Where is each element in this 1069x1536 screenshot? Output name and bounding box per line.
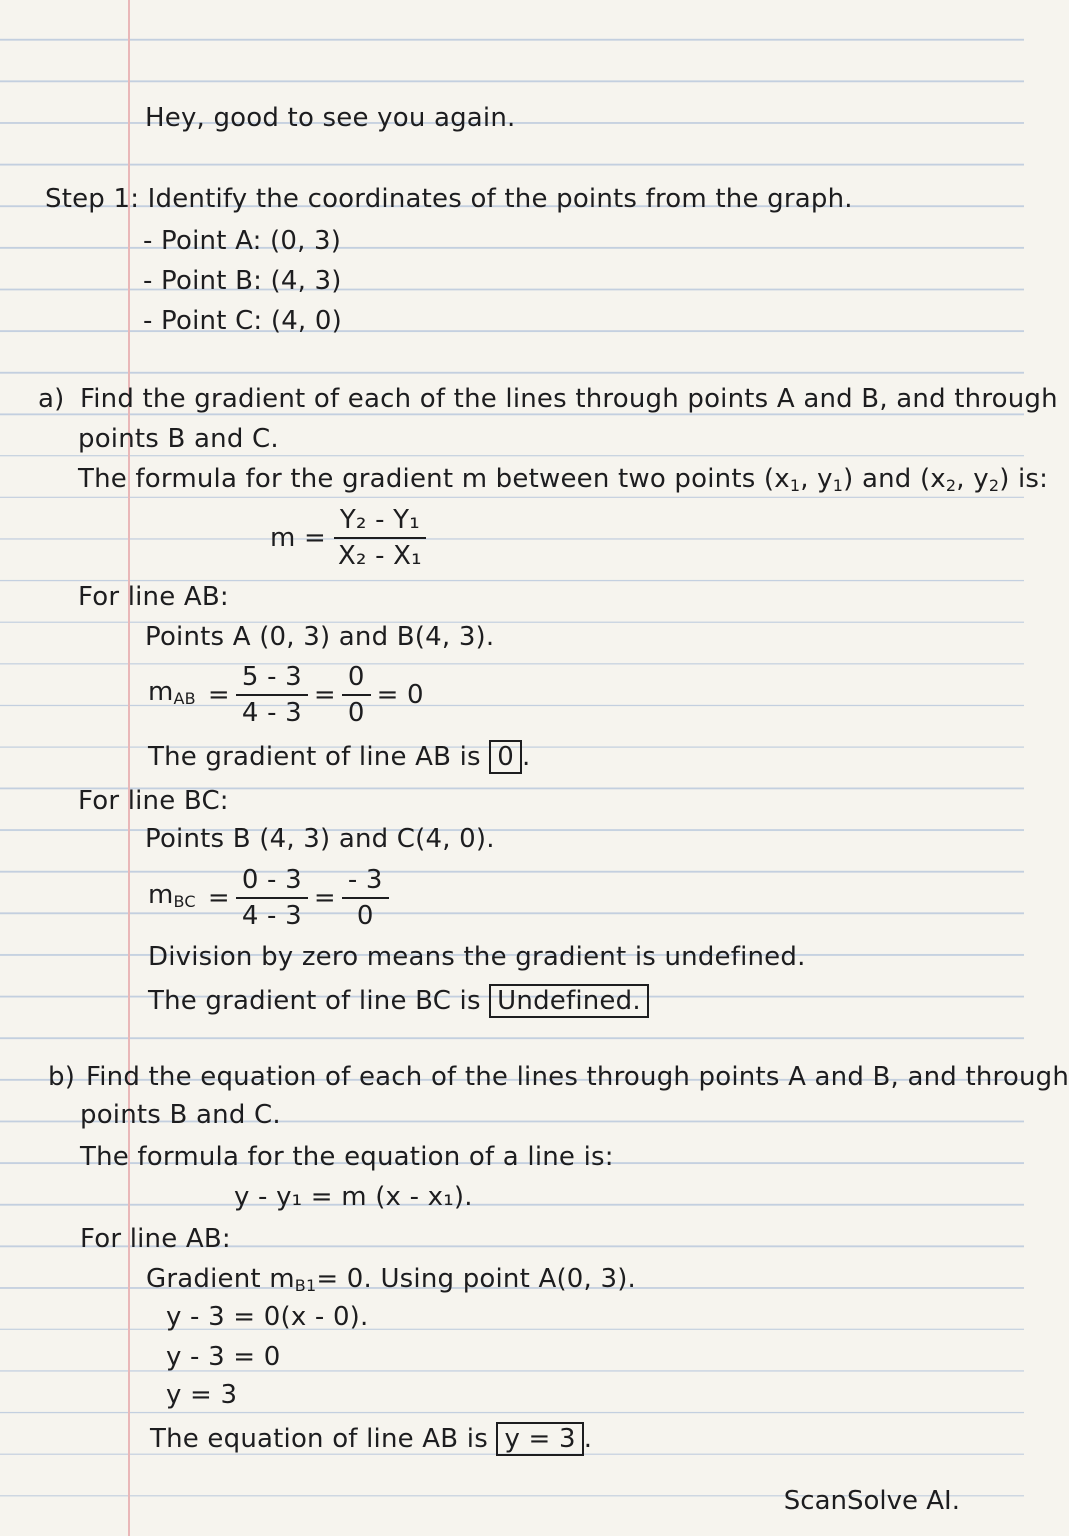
b-ab-step3: y = 3 — [166, 1380, 238, 1410]
gradient-formula-intro: The formula for the gradient m between two points ($x_1$, $y_1$) and ($x_2$, $y_2$) is: — [78, 464, 1049, 495]
ab-equation-answer-box: y = 3 — [496, 1422, 583, 1456]
part-a-label: a) — [38, 384, 65, 414]
ab-conclusion: The gradient of line AB is 0 . — [148, 742, 531, 772]
part-b-question-2: points B and C. — [80, 1100, 281, 1130]
step1-title: Step 1: Identify the coordinates of the points from the graph. — [45, 184, 853, 214]
line-formula: y - y₁ = m (x - x₁). — [234, 1182, 473, 1212]
bc-points: Points B (4, 3) and C(4, 0). — [145, 824, 495, 854]
b-ab-heading: For line AB: — [80, 1224, 231, 1254]
point-a: - Point A: (0, 3) — [143, 226, 342, 256]
b-ab-step2: y - 3 = 0 — [166, 1342, 281, 1372]
ab-points: Points A (0, 3) and B(4, 3). — [145, 622, 495, 652]
greeting: Hey, good to see you again. — [145, 103, 516, 133]
bc-gradient-calc: $m_{BC}$ = $\frac{0 - 3}{4 - 3}$ = $\frac{- 3}{0}$ — [148, 865, 395, 931]
ab-heading: For line AB: — [78, 582, 229, 612]
b-ab-gradient: Gradient $m_{B1}= 0$. Using point A(0, 3). — [146, 1264, 637, 1295]
bc-note: Division by zero means the gradient is undefined. — [148, 942, 806, 972]
part-b-label: b) — [48, 1062, 76, 1092]
line-formula-intro: The formula for the equation of a line is: — [80, 1142, 614, 1172]
point-c: - Point C: (4, 0) — [143, 306, 342, 336]
b-ab-step1: y - 3 = 0(x - 0). — [166, 1302, 369, 1332]
point-b: - Point B: (4, 3) — [143, 266, 342, 296]
part-b-question-1: Find the equation of each of the lines through points A and B, and through — [86, 1062, 1069, 1092]
b-ab-conclusion: The equation of line AB is y = 3 . — [150, 1424, 593, 1454]
ab-gradient-answer-box: 0 — [489, 740, 522, 774]
part-a-question-2: points B and C. — [78, 424, 279, 454]
gradient-fraction: $\frac{\text{Y₂ - Y₁}}{\text{X₂ - X₁}}$ — [332, 505, 428, 571]
bc-gradient-answer-box: Undefined. — [489, 984, 649, 1018]
ab-gradient-calc: $m_{AB}$ = $\frac{5 - 3}{4 - 3}$ = $\frac{0}{0}$ = 0 — [148, 662, 424, 728]
bc-conclusion: The gradient of line BC is Undefined. — [148, 984, 649, 1018]
margin-line — [128, 0, 130, 1536]
part-a-question-1: Find the gradient of each of the lines through points A and B, and through — [80, 384, 1058, 414]
gradient-formula: m = $\frac{\text{Y₂ - Y₁}}{\text{X₂ - X₁}}$ — [270, 505, 434, 571]
bc-heading: For line BC: — [78, 786, 229, 816]
signature: ScanSolve AI. — [783, 1486, 960, 1516]
